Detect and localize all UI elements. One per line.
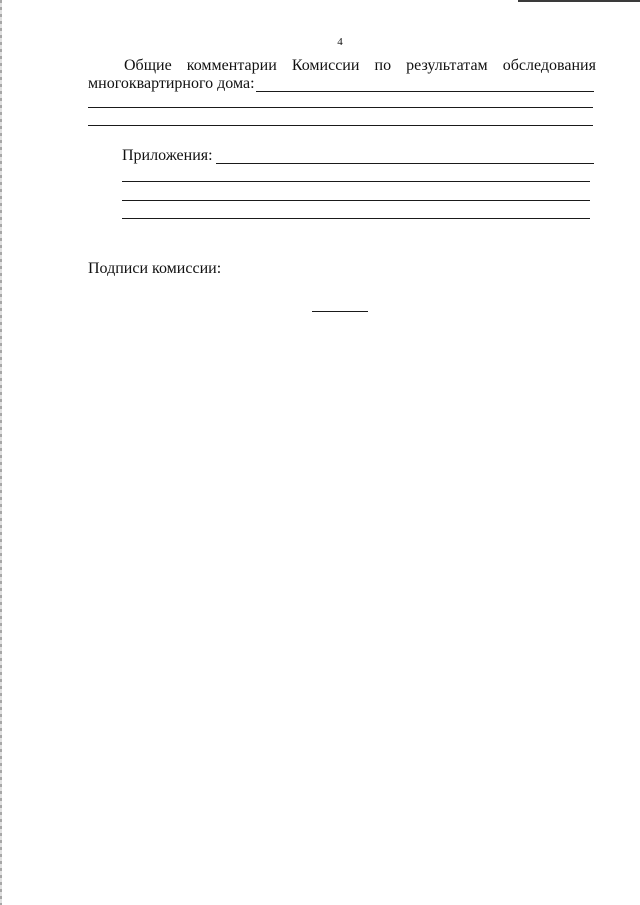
signatures-label: Подписи комиссии:: [88, 260, 222, 277]
scan-top-edge: [518, 0, 640, 2]
end-separator: [312, 311, 368, 312]
page-number: 4: [337, 36, 343, 48]
attachments-fill-line-3: [122, 200, 590, 201]
comments-word: обследования: [502, 57, 596, 74]
attachments-label: Приложения:: [122, 147, 213, 164]
comments-word: Общие: [124, 57, 172, 74]
comments-word: Комиссии: [291, 57, 360, 74]
attachments-fill-line-1: [216, 163, 594, 164]
scan-left-edge: [0, 0, 2, 905]
comments-fill-line-2: [88, 107, 593, 108]
comments-fill-line-1: [256, 91, 594, 92]
attachments-fill-line-4: [122, 218, 590, 219]
comments-heading-line: [124, 56, 596, 75]
comments-word: комментарии: [186, 57, 277, 74]
comments-word: результатам: [406, 57, 488, 74]
comments-fill-line-3: [88, 125, 593, 126]
comments-word: по: [374, 57, 392, 74]
comments-label: многоквартирного дома:: [88, 75, 255, 92]
attachments-fill-line-2: [122, 181, 590, 182]
